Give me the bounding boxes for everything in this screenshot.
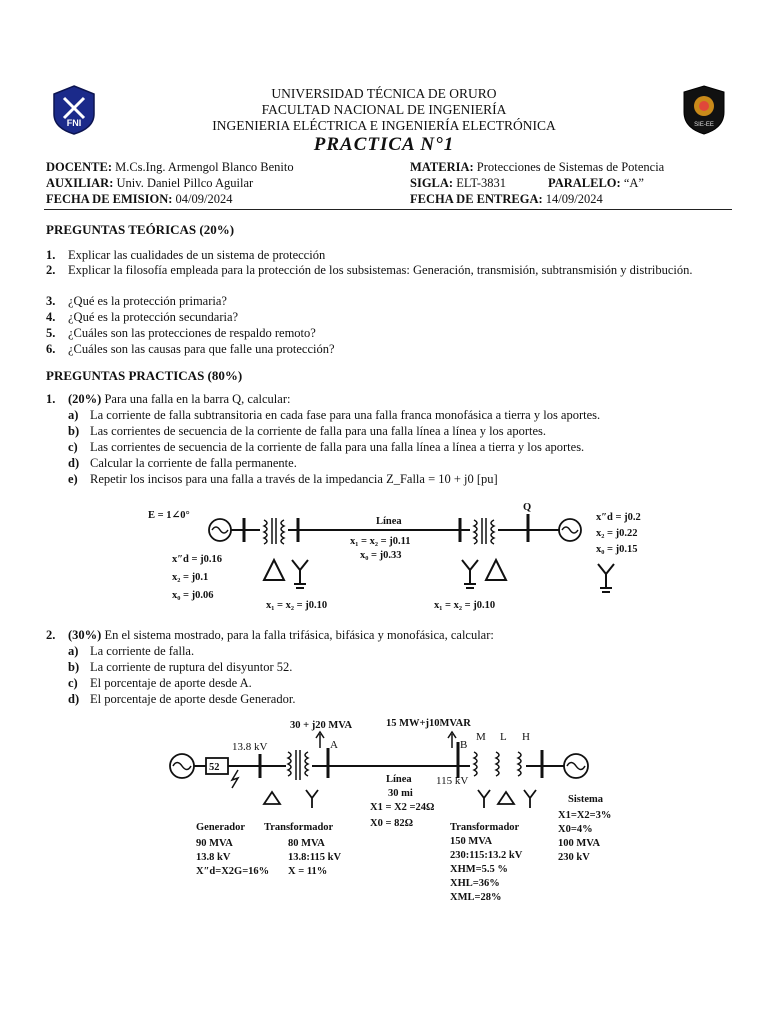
teorica-item: 4. ¿Qué es la protección secundaria? (46, 310, 239, 324)
gen-right-x0: x₀ = j0.15 (596, 544, 638, 555)
entrega-value: 14/09/2024 (545, 192, 603, 206)
source-label: E = 1∠0° (148, 510, 190, 521)
sistema-mva: 100 MVA (558, 838, 601, 849)
p1-item: e) Repetir los incisos para una falla a través de la impedancia Z_Falla = 10 + j0 [pu] (68, 472, 498, 486)
p1-item: a) La corriente de falla subtransitoria en cada fase para una falla franca monofásica a tierra y los aportes. (68, 408, 601, 422)
tr-left-x: x₁ = x₂ = j0.10 (266, 600, 328, 611)
sie-logo-text: SIE-EE (694, 122, 714, 128)
emision-value: 04/09/2024 (175, 192, 233, 206)
m-label: M (476, 731, 486, 743)
practica-2: 2. (30%) En el sistema mostrado, para la falla trifásica, bifásica y monofásica, calcular: (46, 628, 494, 642)
page-title: PRACTICA N°1 (313, 134, 455, 155)
tr-right-x: x₁ = x₂ = j0.10 (434, 600, 496, 611)
docente-value: M.Cs.Ing. Armengol Blanco Benito (115, 160, 294, 174)
p1-item: c) Las corrientes de secuencia de la corriente de falla para una falla línea a línea a tierra y los aportes. (68, 440, 585, 454)
materia-row: MATERIA: Protecciones de Sistemas de Potencia (410, 160, 665, 174)
auxiliar-row: AUXILIAR: Univ. Daniel Pillco Aguilar (46, 176, 254, 190)
faculty-name: FACULTAD NACIONAL DE INGENIERÍA (261, 102, 507, 117)
practicas-heading: PREGUNTAS PRACTICAS (80%) (46, 368, 243, 383)
docente-row: DOCENTE: M.Cs.Ing. Armengol Blanco Benito (46, 160, 294, 174)
tr2-kv: 230:115:13.2 kV (450, 850, 523, 861)
teorica-item: 6. ¿Cuáles son las causas para que falle una protección? (46, 342, 335, 356)
transformer-right-symbol (474, 518, 494, 544)
transformer-left-symbol (264, 518, 284, 544)
transformer-2-symbol (474, 752, 521, 776)
bus-b-label: B (460, 739, 468, 751)
v-line-label: 115 kV (436, 775, 469, 787)
sigla-value: ELT-3831 (456, 176, 506, 190)
gen-left-x0: x₀ = j0.06 (172, 590, 214, 601)
gen-right-xd: x″d = j0.2 (596, 512, 641, 523)
line-x0: x₀ = j0.33 (360, 550, 402, 561)
tr2-xhl: XHL=36% (450, 878, 500, 889)
emision-row: FECHA DE EMISION: 04/09/2024 (46, 192, 233, 206)
entrega-row: FECHA DE ENTREGA: 14/09/2024 (410, 192, 603, 206)
line2-len: 30 mi (388, 788, 413, 799)
fault-symbol (232, 770, 238, 788)
wye-delta-right (462, 560, 506, 588)
practica-1: 1. (20%) Para una falla en la barra Q, calcular: (46, 392, 291, 406)
sistema-label: Sistema (568, 794, 603, 805)
breaker-label: 52 (209, 762, 220, 773)
load-a-label: 30 + j20 MVA (290, 720, 353, 731)
teorica-item: 3. ¿Qué es la protección primaria? (46, 294, 227, 308)
tr1-kv: 13.8:115 kV (288, 852, 342, 863)
sigla-row: SIGLA: ELT-3831 (410, 176, 506, 190)
line2-x12: X1 = X2 =24Ω (370, 802, 435, 813)
paralelo-value: “A” (623, 176, 644, 190)
transformer-1-symbol (288, 750, 308, 780)
line2-x0: X0 = 82Ω (370, 818, 413, 829)
tr1-x: X = 11% (288, 866, 328, 877)
bus-a-label: A (330, 739, 338, 751)
line2-label: Línea (386, 774, 412, 785)
tr1-label: Transformador (264, 822, 334, 833)
paralelo-row: PARALELO: “A” (548, 176, 644, 190)
gen-right-ground (598, 564, 614, 592)
v-gen-label: 13.8 kV (232, 741, 268, 753)
university-name: UNIVERSIDAD TÉCNICA DE ORURO (271, 86, 497, 101)
generador-x: X″d=X2G=16% (196, 866, 270, 877)
teorica-item: 2. Explicar la filosofía empleada para la protección de los subsistemas: Generación, transmisión, subtransmisión y distribución. (46, 263, 693, 277)
generador-label: Generador (196, 822, 245, 833)
h-label: H (522, 731, 530, 743)
delta-wye-left (264, 560, 308, 588)
tr2-mva: 150 MVA (450, 836, 493, 847)
tr2-label: Transformador (450, 822, 520, 833)
diagram-2 (160, 712, 640, 912)
tr2-xml: XML=28% (450, 892, 502, 903)
materia-value: Protecciones de Sistemas de Potencia (476, 160, 665, 174)
sistema-kv: 230 kV (558, 852, 590, 863)
sistema-x0: X0=4% (558, 824, 593, 835)
gen-right-x2: x₂ = j0.22 (596, 528, 638, 539)
teorica-item: 5. ¿Cuáles son las protecciones de respaldo remoto? (46, 326, 316, 340)
tr1-connections (264, 790, 318, 808)
auxiliar-value: Univ. Daniel Pillco Aguilar (116, 176, 254, 190)
gen-left-xd: x″d = j0.16 (172, 554, 222, 565)
p2-item: b) La corriente de ruptura del disyuntor 52. (68, 660, 293, 674)
p2-item: c) El porcentaje de aporte desde A. (68, 676, 252, 690)
bus-q-label: Q (523, 502, 532, 513)
p2-item: a) La corriente de falla. (68, 644, 195, 658)
sistema-x12: X1=X2=3% (558, 810, 612, 821)
load-b-label: 15 MW+j10MVAR (386, 718, 471, 729)
tr2-connections (478, 790, 536, 808)
header-divider (44, 209, 732, 210)
p1-item: b) Las corrientes de secuencia de la corriente de falla para una falla línea a línea y los aportes. (68, 424, 547, 438)
line-x12: x₁ = x₂ = j0.11 (350, 536, 411, 547)
p1-item: d) Calcular la corriente de falla permanente. (68, 456, 297, 470)
line-label: Línea (376, 516, 402, 527)
tr2-xhm: XHM=5.5 % (450, 864, 508, 875)
tr1-mva: 80 MVA (288, 838, 325, 849)
teorica-item: 1. Explicar las cualidades de un sistema de protección (46, 248, 326, 262)
department-name: INGENIERIA ELÉCTRICA E INGENIERÍA ELECTRÓNICA (212, 118, 556, 133)
p2-item: d) El porcentaje de aporte desde Generador. (68, 692, 296, 706)
gen-left-x2: x₂ = j0.1 (172, 572, 209, 583)
l-label: L (500, 731, 507, 743)
teoricas-heading: PREGUNTAS TEÓRICAS (20%) (46, 222, 235, 237)
generador-kv: 13.8 kV (196, 852, 231, 863)
diagram-1 (140, 496, 660, 618)
generador-mva: 90 MVA (196, 838, 233, 849)
fni-logo-text: FNI (66, 118, 82, 128)
